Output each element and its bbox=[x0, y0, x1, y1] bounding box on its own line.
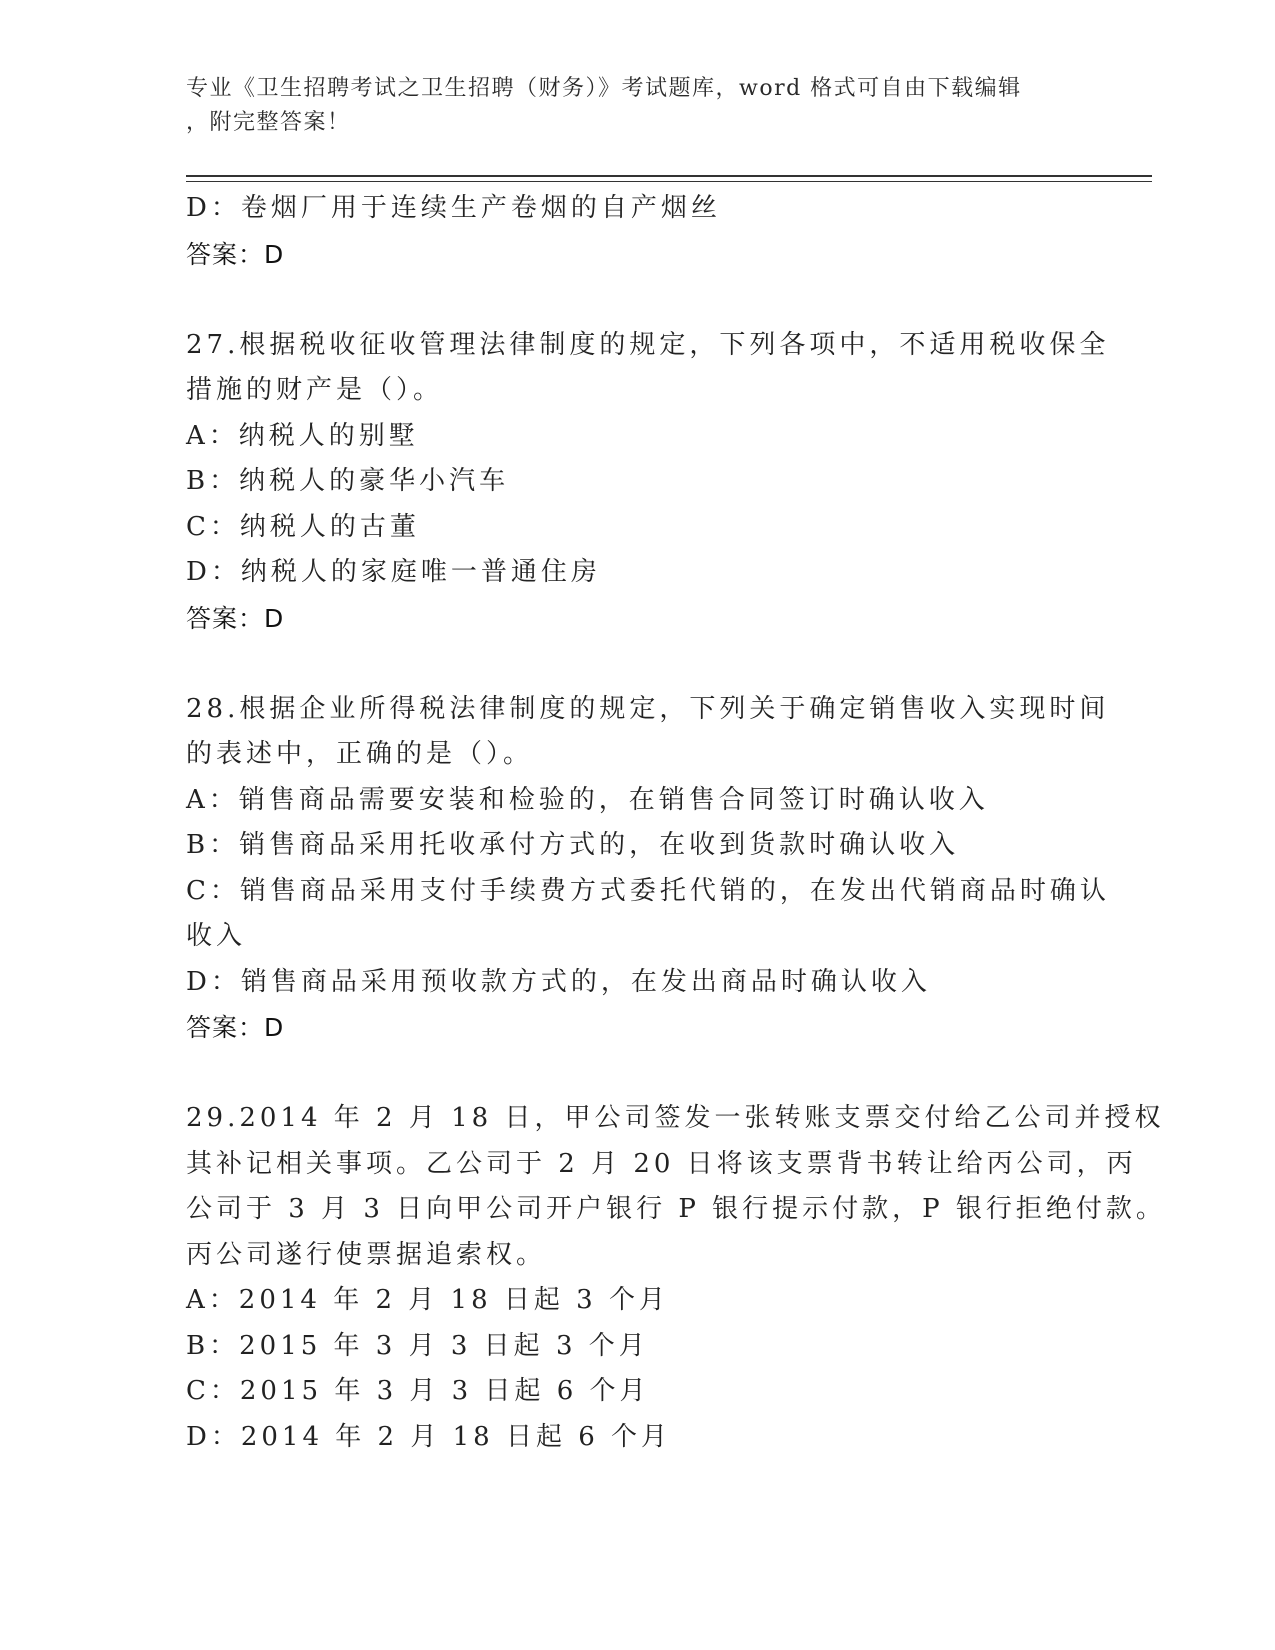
question-26-fragment bbox=[186, 186, 1086, 277]
question-stem: 28.根据企业所得税法律制度的规定，下列关于确定销售收入实现时间 bbox=[186, 693, 1110, 724]
option-c-continuation: 收入 bbox=[186, 921, 247, 951]
option-a: A：2014 年 2 月 18 日起 3 个月 bbox=[186, 1285, 669, 1315]
page-header bbox=[186, 72, 1086, 140]
option-b: B：销售商品采用托收承付方式的，在收到货款时确认收入 bbox=[186, 830, 960, 860]
answer: 答案：D bbox=[186, 239, 285, 269]
spacer bbox=[186, 1051, 1086, 1097]
answer: 答案：D bbox=[186, 603, 285, 633]
header-divider-thin bbox=[186, 181, 1152, 182]
spacer bbox=[186, 641, 1086, 687]
answer: 答案：D bbox=[186, 1013, 285, 1042]
question-27 bbox=[186, 323, 1110, 642]
question-stem: 的表述中，正确的是（）。 bbox=[186, 739, 534, 769]
option-d: D：2014 年 2 月 18 日起 6 个月 bbox=[186, 1421, 672, 1452]
question-stem: 其补记相关事项。乙公司于 2 月 20 日将该支票背书转让给丙公司，丙 bbox=[186, 1148, 1137, 1179]
option-d: D：纳税人的家庭唯一普通住房 bbox=[186, 557, 601, 587]
header-divider-thick bbox=[186, 175, 1152, 177]
option-b: B：纳税人的豪华小汽车 bbox=[186, 466, 510, 496]
question-stem: 丙公司遂行使票据追索权。 bbox=[186, 1239, 547, 1270]
question-29 bbox=[186, 1096, 1166, 1460]
question-stem: 措施的财产是（）。 bbox=[186, 375, 444, 405]
question-stem: 27.根据税收征收管理法律制度的规定，下列各项中，不适用税收保全 bbox=[186, 329, 1110, 360]
header-line-2: ，附完整答案！ bbox=[186, 110, 351, 135]
header-line-1: 专业《卫生招聘考试之卫生招聘（财务）》考试题库，word 格式可自由下载编辑 bbox=[186, 76, 1022, 101]
option-d: D：销售商品采用预收款方式的，在发出商品时确认收入 bbox=[186, 966, 931, 997]
question-stem: 公司于 3 月 3 日向甲公司开户银行 P 银行提示付款，P 银行拒绝付款。 bbox=[186, 1194, 1166, 1224]
option-a: A：纳税人的别墅 bbox=[186, 420, 419, 451]
option-b: B：2015 年 3 月 3 日起 3 个月 bbox=[186, 1330, 649, 1361]
option-c: C：纳税人的古董 bbox=[186, 511, 420, 542]
spacer bbox=[186, 277, 1086, 323]
option-a: A：销售商品需要安装和检验的，在销售合同签订时确认收入 bbox=[186, 784, 989, 815]
option-c: C：销售商品采用支付手续费方式委托代销的，在发出代销商品时确认 bbox=[186, 875, 1110, 906]
option-d: D：卷烟厂用于连续生产卷烟的自产烟丝 bbox=[186, 193, 721, 223]
option-c: C：2015 年 3 月 3 日起 6 个月 bbox=[186, 1376, 650, 1406]
question-28 bbox=[186, 687, 1110, 1051]
question-stem: 29.2014 年 2 月 18 日，甲公司签发一张转账支票交付给乙公司并授权 bbox=[186, 1103, 1165, 1133]
question-list bbox=[186, 186, 1166, 1460]
